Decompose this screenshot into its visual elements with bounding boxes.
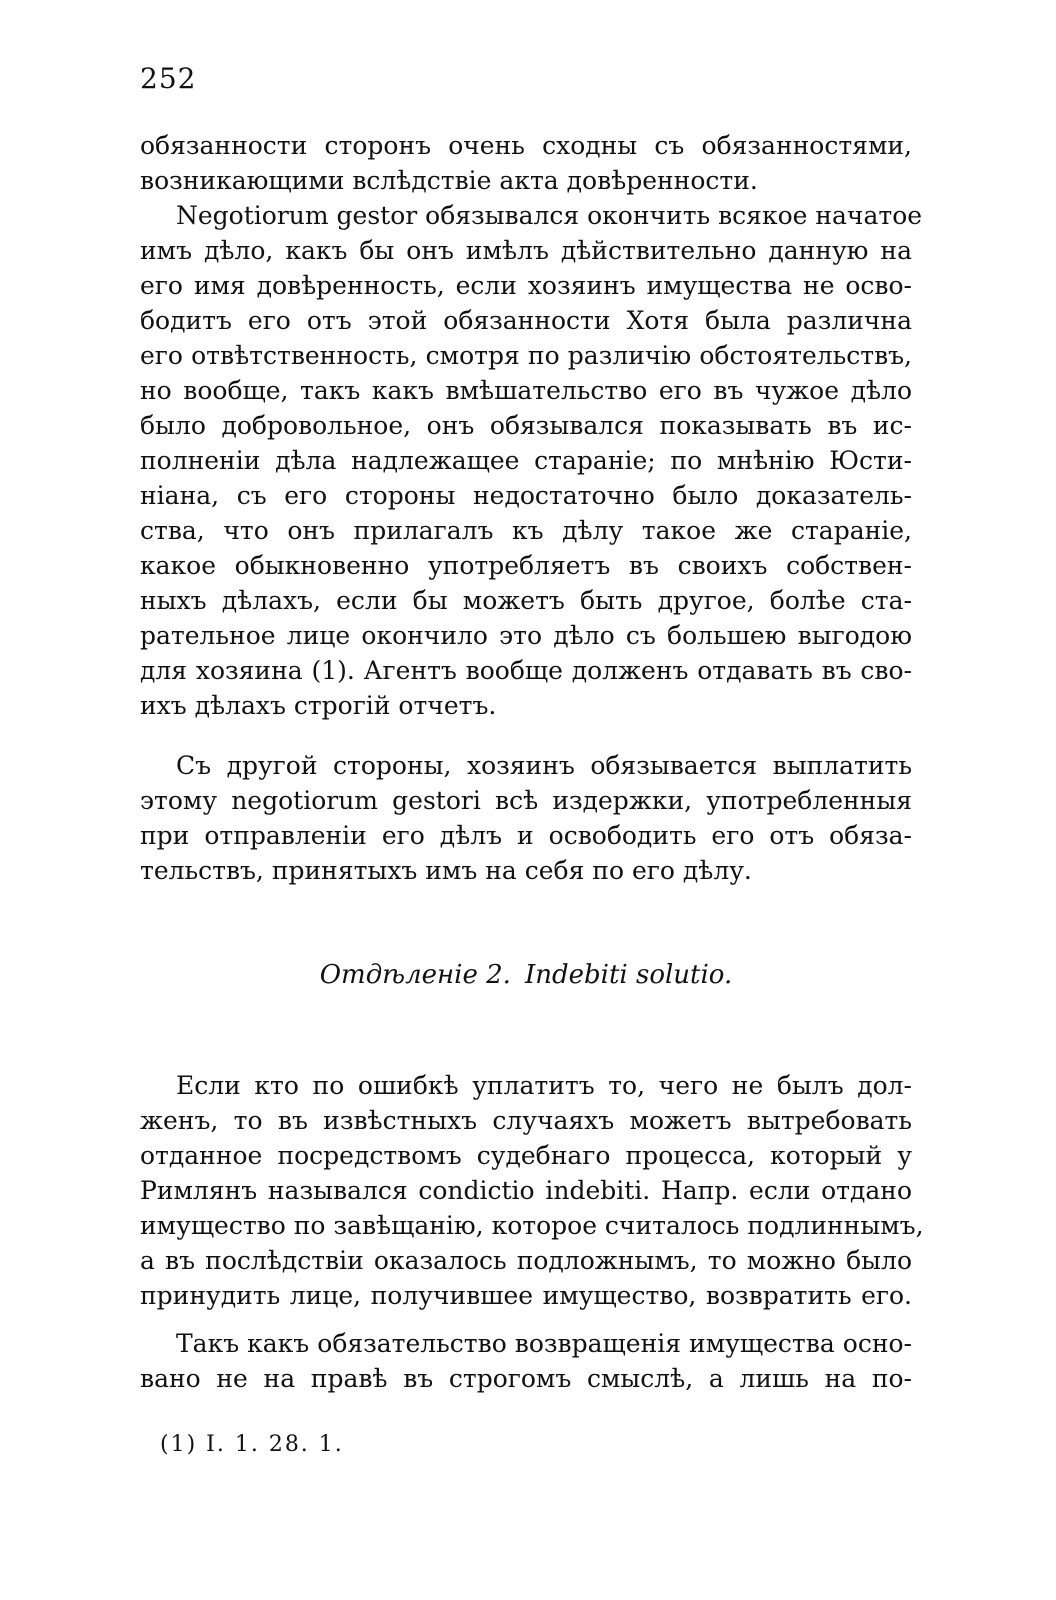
text-line: его имя довѣренность, если хозяинъ имущества не осво- [140, 271, 912, 300]
text-line: было добровольное, онъ обязывался показывать въ ис- [140, 411, 912, 440]
paragraph-owner-obligation [140, 748, 912, 888]
page-number: 252 [140, 62, 197, 95]
text-line: вано не на правѣ въ строгомъ смыслѣ, а лишь на по- [140, 1364, 912, 1393]
text-line: имущество по завѣщанію, которое считалось подлиннымъ, [140, 1211, 924, 1240]
text-line: Съ другой стороны, хозяинъ обязывается выплатить [176, 751, 912, 780]
text-line: имъ дѣло, какъ бы онъ имѣлъ дѣйствительно данную на [140, 236, 912, 265]
text-line: ныхъ дѣлахъ, если бы можетъ быть другое, болѣе ста- [140, 586, 912, 615]
text-line: Negotiorum gestor обязывался окончить всякое начатое [176, 201, 923, 230]
text-line: Римлянъ назывался condictio indebiti. Напр. если отдано [140, 1176, 912, 1205]
text-line: рательное лице окончило это дѣло съ большею выгодою [140, 621, 912, 650]
text-line: но вообще, такъ какъ вмѣшательство его въ чужое дѣло [140, 376, 912, 405]
footnote: (1) I. 1. 28. 1. [160, 1432, 344, 1457]
text-line: принудить лице, получившее имущество, возвратить его. [140, 1281, 912, 1310]
text-line: отданное посредствомъ судебнаго процесса, который у [140, 1141, 912, 1170]
text-line: этому negotiorum gestori всѣ издержки, употребленныя [140, 786, 912, 815]
paragraph-indebiti-solutio [140, 1068, 924, 1313]
text-line: при отправленіи его дѣлъ и освободить его отъ обяза- [140, 821, 912, 850]
text-line: Такъ какъ обязательство возвращенія имущества осно- [176, 1329, 912, 1358]
text-line: ніана, съ его стороны недостаточно было доказатель- [140, 481, 912, 510]
text-line: полненіи дѣла надлежащее стараніе; по мнѣнію Юсти- [140, 446, 912, 475]
text-line: женъ, то въ извѣстныхъ случаяхъ можетъ вытребовать [140, 1106, 912, 1135]
text-line: обязанности сторонъ очень сходны съ обязанностями, [140, 131, 912, 160]
section-heading [140, 960, 912, 990]
text-line: бодитъ его отъ этой обязанности Хотя была различна [140, 306, 912, 335]
text-line: тельствъ, принятыхъ имъ на себя по его дѣлу. [140, 856, 752, 885]
paragraph-restitution-basis [140, 1326, 912, 1396]
text-line: его отвѣтственность, смотря по различію обстоятельствъ, [140, 341, 912, 370]
text-line: Если кто по ошибкѣ уплатитъ то, чего не былъ дол- [176, 1071, 912, 1100]
text-line: для хозяина (1). Агентъ вообще долженъ отдавать въ сво- [140, 656, 912, 685]
text-line: какое обыкновенно употребляетъ въ своихъ собствен- [140, 551, 912, 580]
section-heading-label: Отдѣленіе 2. [319, 960, 511, 990]
paragraph-negotiorum-gestor [140, 198, 923, 723]
text-line: возникающими вслѣдствіе акта довѣренности. [140, 166, 758, 195]
text-line: ства, что онъ прилагалъ къ дѣлу такое же стараніе, [140, 516, 912, 545]
section-heading-latin: Indebiti solutio. [524, 960, 733, 990]
paragraph-continuation [140, 128, 912, 198]
text-line: ихъ дѣлахъ строгій отчетъ. [140, 691, 497, 720]
text-line: а въ послѣдствіи оказалось подложнымъ, то можно было [140, 1246, 912, 1275]
